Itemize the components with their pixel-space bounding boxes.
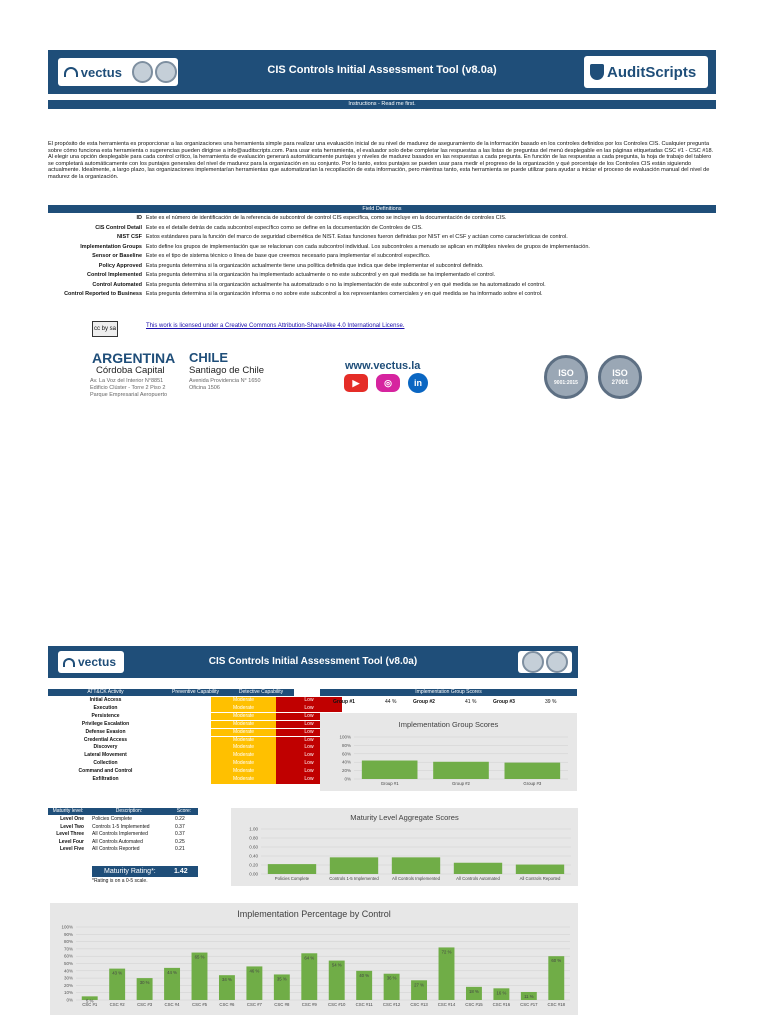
preventive-badge: Moderate [211, 697, 276, 705]
data-label: 44 % [167, 969, 177, 975]
y-tick-label: 60% [341, 751, 351, 757]
maturity-desc: All Controls Implemented [92, 831, 148, 838]
iso-seal-icon [546, 651, 568, 673]
data-label: 27 % [414, 982, 424, 988]
field-key: Control Reported to Business [64, 291, 142, 297]
maturity-footnote: *Rating is on a 0-5 scale. [92, 878, 148, 884]
preventive-badge: Moderate [211, 737, 276, 745]
attck-row [48, 768, 314, 776]
detective-badge: Low [276, 705, 342, 713]
attck-row [48, 697, 314, 705]
field-definition-row [48, 233, 716, 243]
y-tick-label: 80% [63, 939, 73, 945]
detective-badge: Low [276, 776, 342, 784]
y-tick-label: 0.60 [249, 844, 258, 850]
y-tick-label: 100% [339, 734, 351, 740]
y-tick-label: 90% [63, 931, 73, 937]
youtube-icon[interactable]: ▶ [344, 374, 368, 392]
data-label: 30 % [139, 980, 150, 986]
data-label: 43 % [112, 970, 123, 976]
field-value: Este es el detalle detrás de cada subcontrol específico como se define en la documentación de Controles de CIS. [146, 224, 423, 231]
dashboard-header [48, 646, 578, 678]
ig-group-value: 44 % [385, 699, 397, 705]
website-link[interactable]: www.vectus.la [345, 360, 421, 372]
field-key: Sensor or Baseline [92, 253, 142, 259]
attck-row [48, 712, 314, 721]
maturity-score: 0.25 [175, 838, 185, 845]
field-value: Este es el tipo de sistema técnico o línea de base que creemos necesario para implementar el subcontrol específico. [146, 253, 431, 259]
maturity-level: Level Four [58, 838, 84, 845]
preventive-badge: Moderate [211, 744, 276, 752]
instagram-icon[interactable]: ◎ [376, 374, 400, 392]
ig-chart-svg [320, 713, 577, 791]
x-tick-label: Group #2 [452, 781, 470, 786]
field-definition-row [48, 214, 716, 224]
field-key: Control Implemented [86, 272, 142, 278]
maturity-desc: All Controls Reported [92, 846, 140, 853]
auditscripts-logo-text: AuditScripts [607, 63, 697, 81]
ig-group-label: Group #2 [413, 699, 435, 705]
maturity-chart-svg [231, 808, 578, 886]
x-tick-label: CSC #7 [246, 1002, 262, 1007]
data-label: 11 % [524, 993, 534, 999]
x-tick-label: Policies Complete [274, 876, 310, 881]
maturity-score: 0.37 [175, 831, 185, 838]
field-definition-row [48, 224, 716, 234]
office-argentina-country: ARGENTINA [92, 350, 176, 366]
y-tick-label: 20% [63, 982, 73, 988]
y-tick-label: 70% [63, 946, 73, 952]
iso-27001-seal-icon: ISO 27001 [598, 355, 642, 399]
control-chart [50, 903, 578, 1015]
x-tick-label: All Controls Automated [456, 876, 500, 881]
data-label: 65 % [194, 954, 205, 960]
detective-badge: Low [276, 713, 342, 721]
ig-group-label: Group #1 [333, 699, 355, 705]
attck-row [48, 736, 314, 745]
y-tick-label: 80% [341, 742, 351, 748]
attck-activity: Defense Evasion [85, 728, 126, 735]
field-definition-row [48, 281, 716, 291]
office-chile-country: CHILE [189, 350, 228, 365]
maturity-score: 0.37 [175, 823, 185, 830]
attck-header-detective: Detective Capability [228, 689, 294, 696]
attck-row [48, 752, 314, 760]
preventive-badge: Moderate [211, 768, 276, 776]
maturity-chart-title: Maturity Level Aggregate Scores [350, 813, 459, 822]
maturity-level: Level Five [59, 846, 84, 853]
field-definitions-header: Field Definitions [48, 205, 716, 213]
field-value: Esta pregunta determina si la organización informa o no sobre este subcontrol a los representantes comerciales y en qué medida se ha informado sobre el control. [146, 291, 543, 297]
attck-activity: Discovery [93, 744, 118, 751]
field-value: Esto define los grupos de implementación que se relacionan con cada subcontrol individual. Los subcontroles a menudo se aplican en múltiples niveles de grupos de implementación. [146, 243, 590, 250]
attck-row [48, 760, 314, 768]
iso-9001-seal-icon: ISO 9001:2015 [544, 355, 588, 399]
x-tick-label: CSC #11 [355, 1002, 373, 1007]
attck-row [48, 720, 314, 729]
data-label: 54 % [331, 962, 342, 968]
shield-icon [590, 64, 604, 80]
data-label: 35 % [276, 976, 287, 982]
field-value: Estos estándares para la función del marco de seguridad cibernética de NIST. Estas funciones fueron definidas por NIST en el CSF y actúan como características de control. [146, 234, 568, 240]
maturity-row [48, 824, 198, 832]
field-key: ID [136, 215, 142, 221]
data-label: 34 % [222, 977, 232, 983]
data-label: 5 % [86, 998, 94, 1004]
field-key: Control Automated [92, 281, 142, 288]
x-tick-label: CSC #12 [382, 1002, 401, 1007]
data-label: 46 % [249, 968, 260, 974]
x-tick-label: CSC #9 [301, 1002, 317, 1007]
x-tick-label: CSC #13 [410, 1002, 428, 1007]
page-title: CIS Controls Initial Assessment Tool (v8.0a) [267, 64, 497, 76]
iso-seal-icon [522, 651, 544, 673]
x-tick-label: CSC #6 [219, 1002, 235, 1007]
control-chart-title: Implementation Percentage by Control [237, 909, 391, 919]
bar [362, 761, 418, 779]
x-tick-label: CSC #1 [82, 1002, 98, 1007]
y-tick-label: 0% [344, 776, 351, 782]
attck-activity: Persistence [91, 712, 120, 719]
x-tick-label: CSC #17 [520, 1002, 538, 1007]
y-tick-label: 0.80 [249, 835, 258, 841]
x-tick-label: CSC #4 [164, 1002, 180, 1007]
x-tick-label: Group #3 [523, 781, 542, 786]
vectus-logo-text: vectus [80, 64, 122, 80]
ig-chart-title: Implementation Group Scores [398, 720, 499, 729]
x-tick-label: CSC #14 [437, 1002, 456, 1007]
maturity-row [48, 839, 198, 847]
dashboard-title: CIS Controls Initial Assessment Tool (v8.0a) [208, 656, 418, 667]
maturity-level: Level Two [60, 823, 84, 830]
y-tick-label: 60% [63, 953, 73, 959]
x-tick-label: CSC #16 [492, 1002, 511, 1007]
bar [439, 947, 455, 1000]
maturity-desc: Controls 1-5 Implemented [92, 823, 150, 830]
detective-badge: Low [276, 760, 342, 768]
preventive-badge: Moderate [211, 776, 276, 784]
attck-row [48, 744, 314, 752]
y-tick-label: 20% [341, 768, 351, 774]
instructions-bar: Instructions - Read me first. [48, 100, 716, 109]
preventive-badge: Moderate [211, 713, 276, 721]
field-definition-row [48, 252, 716, 262]
preventive-badge: Moderate [211, 752, 276, 760]
data-label: 36 % [386, 975, 397, 981]
maturity-score: 0.22 [175, 816, 185, 822]
detective-badge: Low [276, 721, 342, 729]
maturity-rating [92, 866, 198, 877]
bar [505, 763, 561, 779]
data-label: 60 % [551, 958, 562, 964]
bar [330, 857, 378, 874]
office-argentina-address: Av. La Voz del Interior N°8851 Edificio Clúster - Torre 2 Piso 2 Parque Empresarial Aeropuerto [90, 378, 168, 398]
iso-seals [518, 651, 572, 673]
intro-paragraph: El propósito de esta herramienta es proporcionar a las organizaciones una herramienta simple para realizar una evaluación inicial de su nivel de madurez de aseguramiento de la información basado en los controles definidos por los Controles CIS. Cualquier pregunta sobre cómo funciona esta herramienta o sugerencias pueden dirigirse a info@auditscripts.com. Para usar esta herramienta, el evaluador solo debe completar las respuestas a las listas de preguntas del menú desplegable en las páginas etiquetadas CSC #1 - CSC #18. Al elegir una opción desplegable para cada control crítico, la herramienta de evaluación generará automáticamente puntajes y niveles de madurez basados en las respuestas a cada pregunta. En función de las respuestas a cada pregunta, la hoja de trabajo del tablero se completará automáticamente con los puntajes generales del nivel de madurez para la organización en su conjunto. Por lo tanto, estos puntajes se pueden usar para medir el progreso de la organización y qué porcentaje de los Controles CIS están siguiendo actualmente. Idealmente, a largo plazo, las organizaciones implementarían herramientas que automatizarían la recopilación de esta información, pero mientras tanto, esta herramienta se puede utilizar para ayudar a iniciar el proceso de evaluación manual del nivel de madurez de la organización. [48, 141, 714, 180]
preventive-badge: Moderate [211, 729, 276, 737]
x-tick-label: CSC #18 [547, 1002, 565, 1007]
license-link[interactable]: This work is licensed under a Creative Commons Attribution-ShareAlike 4.0 International License. [146, 323, 405, 329]
ig-chart [320, 713, 577, 791]
y-tick-label: 1.00 [249, 826, 258, 832]
x-tick-label: CSC #2 [109, 1002, 125, 1007]
bar [454, 863, 502, 874]
y-tick-label: 40% [63, 968, 73, 974]
cc-license-badge: cc by sa [92, 321, 118, 337]
field-definition-row [48, 271, 716, 281]
y-tick-label: 30% [63, 975, 73, 981]
x-tick-label: Controls 1-5 Implemented [329, 876, 379, 881]
field-definition-row [48, 262, 716, 272]
detective-badge: Low [276, 752, 342, 760]
attck-row [48, 728, 314, 737]
bar [392, 857, 440, 874]
office-chile-address: Avenida Providencia N° 1650 Oficina 1506 [189, 378, 261, 391]
control-chart-svg [50, 903, 578, 1015]
x-tick-label: Group #1 [380, 781, 399, 786]
maturity-chart [231, 808, 578, 886]
y-tick-label: 0.20 [249, 862, 258, 868]
field-definition-row [48, 243, 716, 253]
y-tick-label: 0.40 [249, 853, 258, 859]
field-key: Implementation Groups [80, 243, 142, 250]
ig-group-label: Group #3 [493, 699, 515, 705]
field-value: Esta pregunta determina si la organización ha implementado actualmente o no este subcontrol y en qué medida se ha implementado el control. [146, 272, 496, 278]
field-key: Policy Approved [98, 262, 142, 269]
y-tick-label: 40% [341, 759, 351, 765]
attck-activity: Credential Access [83, 736, 128, 743]
attck-activity: Lateral Movement [84, 752, 127, 759]
attck-activity: Collection [93, 760, 118, 767]
field-key: NIST CSF [116, 234, 142, 240]
maturity-header-score: Score: [170, 808, 198, 815]
y-tick-label: 10% [63, 990, 73, 996]
preventive-badge: Moderate [211, 760, 276, 768]
x-tick-label: All Controls Implemented [391, 876, 441, 881]
attck-row [48, 776, 314, 784]
ig-group-value: 39 % [545, 699, 557, 705]
maturity-header-desc: Description: [88, 808, 170, 815]
attck-activity: Privilege Escalation [81, 720, 130, 727]
x-tick-label: CSC #10 [328, 1002, 346, 1007]
data-label: 72 % [441, 949, 452, 955]
bar [192, 953, 208, 1000]
data-label: 40 % [359, 972, 370, 978]
maturity-desc: All Controls Automated [92, 838, 143, 845]
x-tick-label: CSC #3 [137, 1002, 153, 1007]
auditscripts-logo [584, 56, 708, 88]
maturity-row [48, 816, 198, 824]
detective-badge: Low [276, 744, 342, 752]
y-tick-label: 100% [61, 924, 73, 930]
y-tick-label: 0.00 [249, 871, 258, 877]
x-tick-label: All Controls Reported [519, 876, 561, 881]
attck-activity: Exfiltration [92, 776, 119, 782]
field-value: Este es el número de identificación de la referencia de subcontrol de control CIS específica, como se incluye en la documentación de controles CIS. [146, 215, 507, 221]
maturity-desc: Policies Complete [92, 816, 133, 822]
maturity-level: Level One [60, 816, 84, 822]
data-label: 18 % [469, 988, 479, 994]
field-value: Esta pregunta determina si la organización actualmente tiene una política definida que indica que debe implementar el subcontrol definido. [146, 262, 484, 269]
preventive-badge: Moderate [211, 705, 276, 713]
y-tick-label: 0% [66, 997, 73, 1003]
ig-scores-header: Implementation Group Scores [320, 689, 577, 696]
preventive-badge: Moderate [211, 721, 276, 729]
detective-badge: Low [276, 729, 342, 737]
maturity-score: 0.21 [175, 846, 185, 853]
bar [301, 953, 317, 1000]
maturity-rating-value: 1.42 [174, 868, 188, 875]
detective-badge: Low [276, 697, 342, 705]
attck-header-preventive: Preventive Capability [163, 689, 228, 696]
attck-header-activity: ATT&CK Activity [48, 689, 163, 696]
x-tick-label: CSC #8 [274, 1002, 290, 1007]
maturity-row [48, 831, 198, 839]
maturity-rating-label: Maturity Rating*: [104, 868, 156, 875]
detective-badge: Low [276, 768, 342, 776]
data-label: 64 % [304, 955, 315, 961]
attck-activity: Initial Access [89, 697, 122, 703]
linkedin-icon[interactable]: in [408, 373, 428, 393]
field-definition-row [48, 290, 716, 300]
attck-activity: Command and Control [78, 768, 133, 775]
x-tick-label: CSC #15 [465, 1002, 483, 1007]
data-label: 16 % [496, 990, 507, 996]
bar [516, 865, 564, 874]
ig-group-value: 41 % [465, 699, 477, 705]
office-argentina-city: Córdoba Capital [96, 365, 165, 376]
field-key: CIS Control Detail [95, 224, 142, 231]
maturity-header-level: Maturity level: [48, 808, 88, 815]
office-chile-city: Santiago de Chile [189, 365, 264, 376]
bar [433, 762, 489, 779]
x-tick-label: CSC #5 [191, 1002, 208, 1007]
field-value: Esta pregunta determina si la organización actualmente ha automatizado o no la implementación de este subcontrol y en qué medida se ha automatizado el control. [146, 281, 546, 288]
vectus-logo-text: vectus [78, 655, 117, 669]
page-header [48, 50, 716, 94]
detective-badge: Low [276, 737, 342, 745]
maturity-row [48, 846, 198, 854]
y-tick-label: 50% [63, 961, 73, 966]
attck-row [48, 704, 314, 713]
attck-activity: Execution [93, 704, 118, 711]
bar [268, 864, 316, 874]
maturity-level: Level Three [56, 831, 84, 838]
